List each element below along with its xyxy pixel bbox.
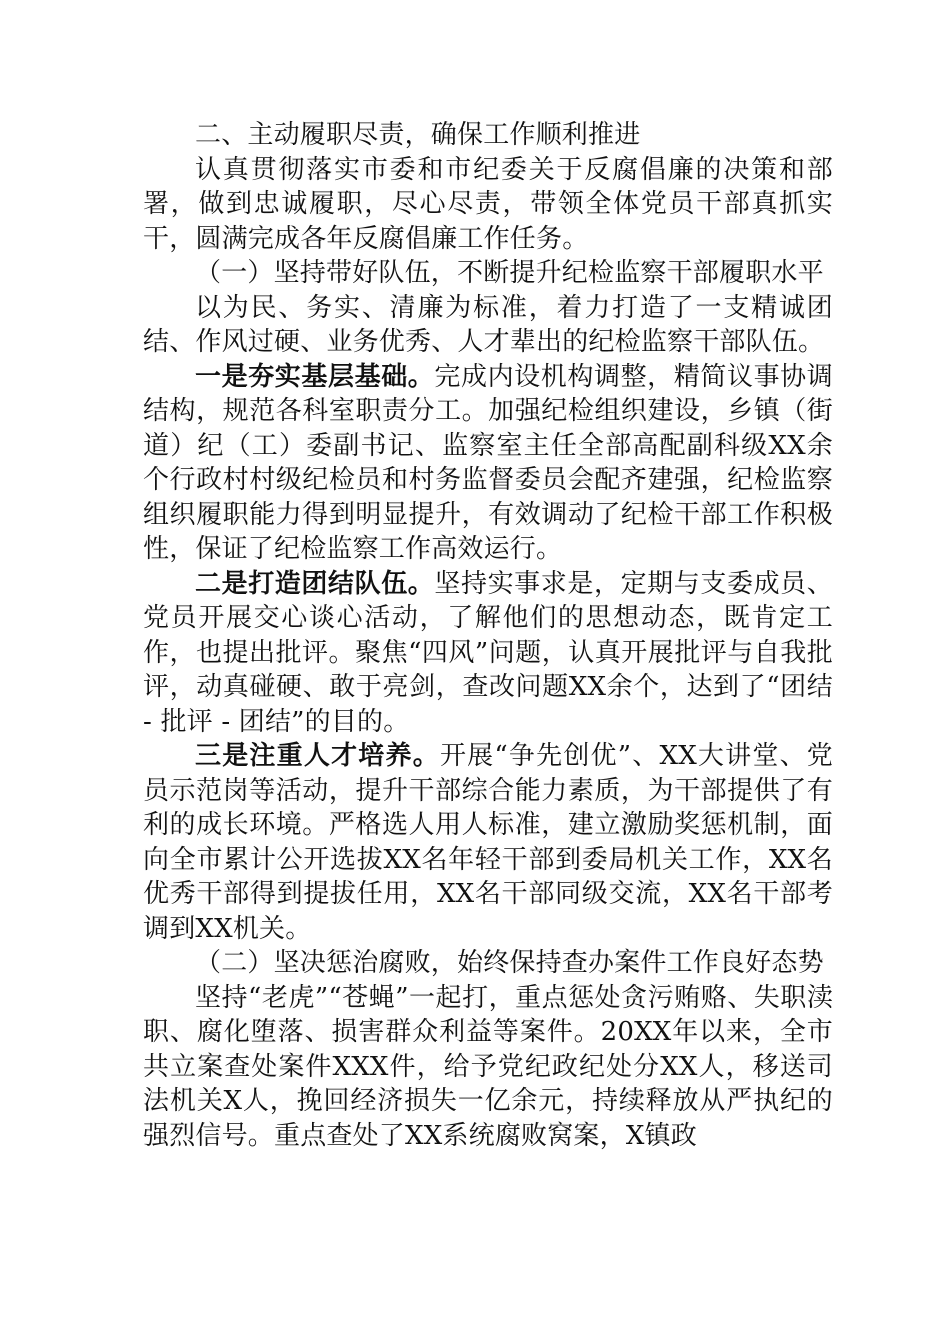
- section-heading-2: 二、主动履职尽责，确保工作顺利推进: [195, 120, 641, 150]
- body-paragraph: 以为民、务实、清廉为标准，着力打造了一支精诚团结、作风过硬、业务优秀、人才辈出的纪检监察干部队伍。: [143, 292, 833, 357]
- lead-text: 一是夯实基层基础。: [195, 361, 435, 392]
- lead-paragraph: [143, 360, 833, 567]
- subsection-heading-2: （二）坚决惩治腐败，始终保持查办案件工作良好态势: [195, 948, 824, 978]
- lead-paragraph: [143, 739, 833, 946]
- subsection-heading-1: （一）坚持带好队伍，不断提升纪检监察干部履职水平: [195, 258, 824, 288]
- paragraph-text: 开展“争先创优”、XX大讲堂、党员示范岗等活动，提升干部综合能力素质，为干部提供了有利的成长环境。严格选人用人标准，建立激励奖惩机制，面向全市累计公开选拔XX名年轻干部到委局机关工作，XX名优秀干部得到提拔任用，XX名干部同级交流，XX名干部考调到XX机关。: [143, 741, 833, 944]
- paragraph-text: 坚持实事求是，定期与支委成员、党员开展交心谈心活动，了解他们的思想动态，既肯定工作，也提出批评。聚焦“四风”问题，认真开展批评与自我批评，动真碰硬、敢于亮剑，查改问题XX余个，达到了“团结 - 批评 - 团结”的目的。: [143, 568, 833, 737]
- lead-text: 二是打造团结队伍。: [195, 568, 435, 599]
- document-page: [143, 118, 833, 1153]
- lead-paragraph: [143, 567, 833, 740]
- lead-text: 三是注重人才培养。: [195, 741, 440, 771]
- body-paragraph: 认真贯彻落实市委和市纪委关于反腐倡廉的决策和部署，做到忠诚履职，尽心尽责，带领全体党员干部真抓实干，圆满完成各年反腐倡廉工作任务。: [143, 154, 833, 254]
- body-paragraph: 坚持“老虎”“苍蝇”一起打，重点惩处贪污贿赂、失职渎职、腐化堕落、损害群众利益等案件。20XX年以来，全市共立案查处案件XXX件，给予党纪政纪处分XX人，移送司法机关X人，挽回经济损失一亿余元，持续释放从严执纪的强烈信号。重点查处了XX系统腐败窝案，X镇政: [143, 982, 833, 1151]
- paragraph-text: 完成内设机构调整，精简议事协调结构，规范各科室职责分工。加强纪检组织建设，乡镇（街道）纪（工）委副书记、监察室主任全部高配副科级XX余个行政村村级纪检员和村务监督委员会配齐建强，纪检监察组织履职能力得到明显提升，有效调动了纪检干部工作积极性，保证了纪检监察工作高效运行。: [143, 361, 833, 564]
